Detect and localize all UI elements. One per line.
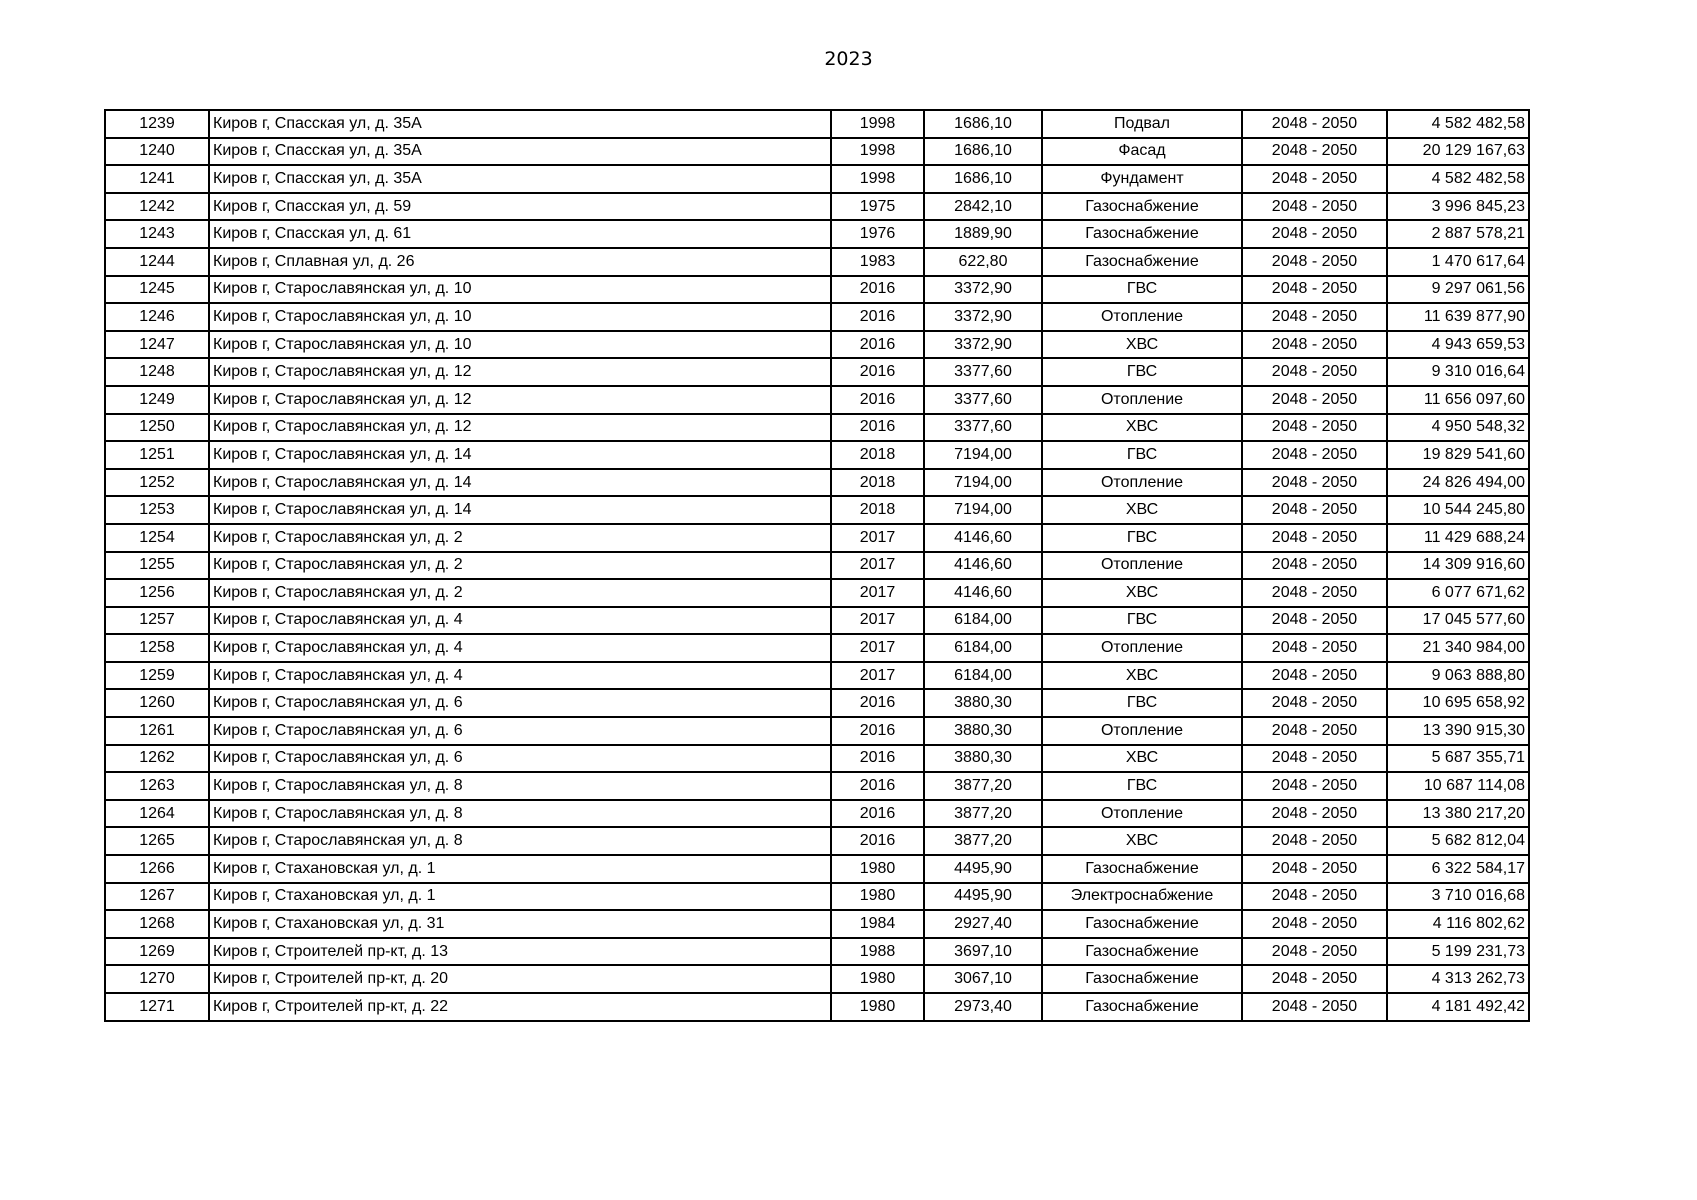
cost-cell: 10 544 245,80 <box>1387 496 1529 524</box>
build-year-cell: 2018 <box>831 496 924 524</box>
row-number-cell: 1244 <box>105 248 209 276</box>
period-cell: 2048 - 2050 <box>1242 662 1387 690</box>
work-type-cell: Отопление <box>1042 386 1242 414</box>
build-year-cell: 1980 <box>831 993 924 1021</box>
build-year-cell: 1975 <box>831 193 924 221</box>
row-number-cell: 1247 <box>105 331 209 359</box>
build-year-cell: 1976 <box>831 220 924 248</box>
cost-cell: 4 181 492,42 <box>1387 993 1529 1021</box>
cost-cell: 4 943 659,53 <box>1387 331 1529 359</box>
area-cell: 3697,10 <box>924 938 1042 966</box>
address-cell: Киров г, Старославянская ул, д. 4 <box>209 607 831 635</box>
address-cell: Киров г, Старославянская ул, д. 6 <box>209 745 831 773</box>
row-number-cell: 1265 <box>105 827 209 855</box>
cost-cell: 11 429 688,24 <box>1387 524 1529 552</box>
area-cell: 622,80 <box>924 248 1042 276</box>
period-cell: 2048 - 2050 <box>1242 772 1387 800</box>
build-year-cell: 2016 <box>831 800 924 828</box>
period-cell: 2048 - 2050 <box>1242 331 1387 359</box>
period-cell: 2048 - 2050 <box>1242 414 1387 442</box>
table-row <box>105 220 1529 248</box>
cost-cell: 3 996 845,23 <box>1387 193 1529 221</box>
address-cell: Киров г, Сплавная ул, д. 26 <box>209 248 831 276</box>
cost-cell: 4 313 262,73 <box>1387 965 1529 993</box>
area-cell: 4146,60 <box>924 524 1042 552</box>
cost-cell: 9 063 888,80 <box>1387 662 1529 690</box>
row-number-cell: 1260 <box>105 689 209 717</box>
work-type-cell: Газоснабжение <box>1042 993 1242 1021</box>
row-number-cell: 1270 <box>105 965 209 993</box>
area-cell: 1686,10 <box>924 110 1042 138</box>
build-year-cell: 1980 <box>831 855 924 883</box>
cost-cell: 5 199 231,73 <box>1387 938 1529 966</box>
cost-cell: 24 826 494,00 <box>1387 469 1529 497</box>
build-year-cell: 2016 <box>831 689 924 717</box>
table-row <box>105 110 1529 138</box>
period-cell: 2048 - 2050 <box>1242 965 1387 993</box>
area-cell: 3377,60 <box>924 414 1042 442</box>
period-cell: 2048 - 2050 <box>1242 358 1387 386</box>
row-number-cell: 1271 <box>105 993 209 1021</box>
registry-table-body <box>105 110 1529 1021</box>
cost-cell: 10 695 658,92 <box>1387 689 1529 717</box>
row-number-cell: 1266 <box>105 855 209 883</box>
address-cell: Киров г, Старославянская ул, д. 8 <box>209 772 831 800</box>
period-cell: 2048 - 2050 <box>1242 138 1387 166</box>
build-year-cell: 2017 <box>831 662 924 690</box>
area-cell: 2927,40 <box>924 910 1042 938</box>
table-row <box>105 248 1529 276</box>
build-year-cell: 2017 <box>831 579 924 607</box>
address-cell: Киров г, Строителей пр-кт, д. 20 <box>209 965 831 993</box>
build-year-cell: 2018 <box>831 469 924 497</box>
build-year-cell: 2016 <box>831 827 924 855</box>
build-year-cell: 2016 <box>831 745 924 773</box>
row-number-cell: 1261 <box>105 717 209 745</box>
work-type-cell: ГВС <box>1042 772 1242 800</box>
area-cell: 3877,20 <box>924 800 1042 828</box>
area-cell: 3877,20 <box>924 772 1042 800</box>
period-cell: 2048 - 2050 <box>1242 386 1387 414</box>
work-type-cell: ГВС <box>1042 689 1242 717</box>
cost-cell: 20 129 167,63 <box>1387 138 1529 166</box>
build-year-cell: 1980 <box>831 883 924 911</box>
table-row <box>105 607 1529 635</box>
row-number-cell: 1254 <box>105 524 209 552</box>
period-cell: 2048 - 2050 <box>1242 165 1387 193</box>
cost-cell: 9 310 016,64 <box>1387 358 1529 386</box>
row-number-cell: 1243 <box>105 220 209 248</box>
build-year-cell: 2017 <box>831 552 924 580</box>
address-cell: Киров г, Старославянская ул, д. 12 <box>209 386 831 414</box>
table-row <box>105 855 1529 883</box>
cost-cell: 13 390 915,30 <box>1387 717 1529 745</box>
row-number-cell: 1239 <box>105 110 209 138</box>
address-cell: Киров г, Стахановская ул, д. 31 <box>209 910 831 938</box>
work-type-cell: Отопление <box>1042 303 1242 331</box>
build-year-cell: 2018 <box>831 441 924 469</box>
table-row <box>105 331 1529 359</box>
table-row <box>105 579 1529 607</box>
table-row <box>105 910 1529 938</box>
table-row <box>105 883 1529 911</box>
address-cell: Киров г, Старославянская ул, д. 14 <box>209 469 831 497</box>
work-type-cell: Газоснабжение <box>1042 938 1242 966</box>
address-cell: Киров г, Старославянская ул, д. 8 <box>209 800 831 828</box>
registry-table <box>104 109 1530 1022</box>
work-type-cell: ХВС <box>1042 579 1242 607</box>
area-cell: 2842,10 <box>924 193 1042 221</box>
area-cell: 7194,00 <box>924 469 1042 497</box>
work-type-cell: Газоснабжение <box>1042 248 1242 276</box>
period-cell: 2048 - 2050 <box>1242 993 1387 1021</box>
cost-cell: 4 116 802,62 <box>1387 910 1529 938</box>
build-year-cell: 2016 <box>831 303 924 331</box>
address-cell: Киров г, Старославянская ул, д. 14 <box>209 496 831 524</box>
table-row <box>105 745 1529 773</box>
build-year-cell: 2016 <box>831 358 924 386</box>
area-cell: 4146,60 <box>924 552 1042 580</box>
cost-cell: 1 470 617,64 <box>1387 248 1529 276</box>
address-cell: Киров г, Старославянская ул, д. 4 <box>209 662 831 690</box>
table-row <box>105 662 1529 690</box>
row-number-cell: 1249 <box>105 386 209 414</box>
period-cell: 2048 - 2050 <box>1242 910 1387 938</box>
period-cell: 2048 - 2050 <box>1242 634 1387 662</box>
area-cell: 7194,00 <box>924 441 1042 469</box>
period-cell: 2048 - 2050 <box>1242 745 1387 773</box>
table-row <box>105 165 1529 193</box>
table-row <box>105 938 1529 966</box>
work-type-cell: Отопление <box>1042 800 1242 828</box>
table-row <box>105 414 1529 442</box>
cost-cell: 4 582 482,58 <box>1387 110 1529 138</box>
area-cell: 3377,60 <box>924 386 1042 414</box>
table-row <box>105 524 1529 552</box>
table-row <box>105 634 1529 662</box>
address-cell: Киров г, Спасская ул, д. 35А <box>209 165 831 193</box>
cost-cell: 19 829 541,60 <box>1387 441 1529 469</box>
area-cell: 1686,10 <box>924 138 1042 166</box>
address-cell: Киров г, Старославянская ул, д. 8 <box>209 827 831 855</box>
row-number-cell: 1269 <box>105 938 209 966</box>
table-row <box>105 193 1529 221</box>
table-row <box>105 386 1529 414</box>
table-row <box>105 358 1529 386</box>
table-row <box>105 303 1529 331</box>
build-year-cell: 2016 <box>831 331 924 359</box>
period-cell: 2048 - 2050 <box>1242 496 1387 524</box>
row-number-cell: 1246 <box>105 303 209 331</box>
build-year-cell: 1998 <box>831 165 924 193</box>
work-type-cell: ГВС <box>1042 524 1242 552</box>
address-cell: Киров г, Старославянская ул, д. 14 <box>209 441 831 469</box>
row-number-cell: 1262 <box>105 745 209 773</box>
cost-cell: 5 687 355,71 <box>1387 745 1529 773</box>
period-cell: 2048 - 2050 <box>1242 883 1387 911</box>
table-row <box>105 441 1529 469</box>
work-type-cell: Газоснабжение <box>1042 220 1242 248</box>
cost-cell: 10 687 114,08 <box>1387 772 1529 800</box>
cost-cell: 4 582 482,58 <box>1387 165 1529 193</box>
table-row <box>105 800 1529 828</box>
page-header-year: 2023 <box>824 48 873 70</box>
work-type-cell: ХВС <box>1042 662 1242 690</box>
period-cell: 2048 - 2050 <box>1242 193 1387 221</box>
area-cell: 7194,00 <box>924 496 1042 524</box>
period-cell: 2048 - 2050 <box>1242 110 1387 138</box>
cost-cell: 13 380 217,20 <box>1387 800 1529 828</box>
area-cell: 4495,90 <box>924 883 1042 911</box>
address-cell: Киров г, Стахановская ул, д. 1 <box>209 883 831 911</box>
address-cell: Киров г, Старославянская ул, д. 2 <box>209 579 831 607</box>
area-cell: 3880,30 <box>924 689 1042 717</box>
work-type-cell: Отопление <box>1042 552 1242 580</box>
cost-cell: 6 077 671,62 <box>1387 579 1529 607</box>
area-cell: 3377,60 <box>924 358 1042 386</box>
row-number-cell: 1258 <box>105 634 209 662</box>
address-cell: Киров г, Спасская ул, д. 59 <box>209 193 831 221</box>
work-type-cell: ХВС <box>1042 331 1242 359</box>
cost-cell: 6 322 584,17 <box>1387 855 1529 883</box>
address-cell: Киров г, Старославянская ул, д. 2 <box>209 524 831 552</box>
period-cell: 2048 - 2050 <box>1242 469 1387 497</box>
cost-cell: 3 710 016,68 <box>1387 883 1529 911</box>
work-type-cell: ГВС <box>1042 607 1242 635</box>
table-row <box>105 965 1529 993</box>
area-cell: 6184,00 <box>924 634 1042 662</box>
area-cell: 3880,30 <box>924 745 1042 773</box>
address-cell: Киров г, Старославянская ул, д. 10 <box>209 303 831 331</box>
period-cell: 2048 - 2050 <box>1242 276 1387 304</box>
address-cell: Киров г, Спасская ул, д. 35А <box>209 110 831 138</box>
work-type-cell: Фасад <box>1042 138 1242 166</box>
row-number-cell: 1259 <box>105 662 209 690</box>
period-cell: 2048 - 2050 <box>1242 220 1387 248</box>
build-year-cell: 1988 <box>831 938 924 966</box>
work-type-cell: Газоснабжение <box>1042 910 1242 938</box>
cost-cell: 11 639 877,90 <box>1387 303 1529 331</box>
build-year-cell: 2016 <box>831 276 924 304</box>
build-year-cell: 1983 <box>831 248 924 276</box>
row-number-cell: 1252 <box>105 469 209 497</box>
table-row <box>105 138 1529 166</box>
cost-cell: 14 309 916,60 <box>1387 552 1529 580</box>
period-cell: 2048 - 2050 <box>1242 441 1387 469</box>
work-type-cell: Отопление <box>1042 469 1242 497</box>
cost-cell: 4 950 548,32 <box>1387 414 1529 442</box>
area-cell: 3877,20 <box>924 827 1042 855</box>
area-cell: 4146,60 <box>924 579 1042 607</box>
row-number-cell: 1240 <box>105 138 209 166</box>
address-cell: Киров г, Старославянская ул, д. 12 <box>209 358 831 386</box>
row-number-cell: 1255 <box>105 552 209 580</box>
work-type-cell: ХВС <box>1042 745 1242 773</box>
work-type-cell: ХВС <box>1042 496 1242 524</box>
area-cell: 2973,40 <box>924 993 1042 1021</box>
address-cell: Киров г, Стахановская ул, д. 1 <box>209 855 831 883</box>
period-cell: 2048 - 2050 <box>1242 552 1387 580</box>
work-type-cell: Газоснабжение <box>1042 193 1242 221</box>
period-cell: 2048 - 2050 <box>1242 579 1387 607</box>
period-cell: 2048 - 2050 <box>1242 855 1387 883</box>
work-type-cell: Фундамент <box>1042 165 1242 193</box>
address-cell: Киров г, Спасская ул, д. 61 <box>209 220 831 248</box>
row-number-cell: 1253 <box>105 496 209 524</box>
table-row <box>105 276 1529 304</box>
area-cell: 6184,00 <box>924 607 1042 635</box>
area-cell: 3067,10 <box>924 965 1042 993</box>
table-row <box>105 469 1529 497</box>
period-cell: 2048 - 2050 <box>1242 827 1387 855</box>
area-cell: 4495,90 <box>924 855 1042 883</box>
area-cell: 6184,00 <box>924 662 1042 690</box>
build-year-cell: 2016 <box>831 772 924 800</box>
row-number-cell: 1263 <box>105 772 209 800</box>
build-year-cell: 2016 <box>831 386 924 414</box>
build-year-cell: 2017 <box>831 607 924 635</box>
cost-cell: 17 045 577,60 <box>1387 607 1529 635</box>
row-number-cell: 1264 <box>105 800 209 828</box>
area-cell: 3880,30 <box>924 717 1042 745</box>
row-number-cell: 1267 <box>105 883 209 911</box>
work-type-cell: ГВС <box>1042 441 1242 469</box>
address-cell: Киров г, Старославянская ул, д. 12 <box>209 414 831 442</box>
address-cell: Киров г, Старославянская ул, д. 6 <box>209 717 831 745</box>
work-type-cell: Электроснабжение <box>1042 883 1242 911</box>
cost-cell: 5 682 812,04 <box>1387 827 1529 855</box>
row-number-cell: 1241 <box>105 165 209 193</box>
build-year-cell: 2016 <box>831 717 924 745</box>
row-number-cell: 1242 <box>105 193 209 221</box>
row-number-cell: 1256 <box>105 579 209 607</box>
period-cell: 2048 - 2050 <box>1242 938 1387 966</box>
period-cell: 2048 - 2050 <box>1242 303 1387 331</box>
cost-cell: 21 340 984,00 <box>1387 634 1529 662</box>
table-row <box>105 827 1529 855</box>
address-cell: Киров г, Строителей пр-кт, д. 22 <box>209 993 831 1021</box>
period-cell: 2048 - 2050 <box>1242 607 1387 635</box>
build-year-cell: 1998 <box>831 138 924 166</box>
work-type-cell: Подвал <box>1042 110 1242 138</box>
work-type-cell: ХВС <box>1042 414 1242 442</box>
row-number-cell: 1250 <box>105 414 209 442</box>
period-cell: 2048 - 2050 <box>1242 800 1387 828</box>
table-row <box>105 717 1529 745</box>
address-cell: Киров г, Старославянская ул, д. 6 <box>209 689 831 717</box>
row-number-cell: 1257 <box>105 607 209 635</box>
table-row <box>105 496 1529 524</box>
address-cell: Киров г, Старославянская ул, д. 10 <box>209 331 831 359</box>
area-cell: 1889,90 <box>924 220 1042 248</box>
address-cell: Киров г, Старославянская ул, д. 2 <box>209 552 831 580</box>
row-number-cell: 1248 <box>105 358 209 386</box>
address-cell: Киров г, Старославянская ул, д. 4 <box>209 634 831 662</box>
work-type-cell: Газоснабжение <box>1042 965 1242 993</box>
period-cell: 2048 - 2050 <box>1242 717 1387 745</box>
build-year-cell: 1984 <box>831 910 924 938</box>
table-row <box>105 689 1529 717</box>
build-year-cell: 2016 <box>831 414 924 442</box>
table-row <box>105 552 1529 580</box>
table-row <box>105 772 1529 800</box>
row-number-cell: 1251 <box>105 441 209 469</box>
work-type-cell: Отопление <box>1042 717 1242 745</box>
build-year-cell: 2017 <box>831 634 924 662</box>
work-type-cell: ХВС <box>1042 827 1242 855</box>
area-cell: 3372,90 <box>924 303 1042 331</box>
area-cell: 3372,90 <box>924 276 1042 304</box>
work-type-cell: Отопление <box>1042 634 1242 662</box>
build-year-cell: 2017 <box>831 524 924 552</box>
address-cell: Киров г, Спасская ул, д. 35А <box>209 138 831 166</box>
address-cell: Киров г, Строителей пр-кт, д. 13 <box>209 938 831 966</box>
area-cell: 3372,90 <box>924 331 1042 359</box>
area-cell: 1686,10 <box>924 165 1042 193</box>
build-year-cell: 1998 <box>831 110 924 138</box>
work-type-cell: ГВС <box>1042 358 1242 386</box>
address-cell: Киров г, Старославянская ул, д. 10 <box>209 276 831 304</box>
period-cell: 2048 - 2050 <box>1242 524 1387 552</box>
cost-cell: 9 297 061,56 <box>1387 276 1529 304</box>
period-cell: 2048 - 2050 <box>1242 248 1387 276</box>
row-number-cell: 1245 <box>105 276 209 304</box>
build-year-cell: 1980 <box>831 965 924 993</box>
row-number-cell: 1268 <box>105 910 209 938</box>
table-row <box>105 993 1529 1021</box>
cost-cell: 11 656 097,60 <box>1387 386 1529 414</box>
cost-cell: 2 887 578,21 <box>1387 220 1529 248</box>
work-type-cell: ГВС <box>1042 276 1242 304</box>
work-type-cell: Газоснабжение <box>1042 855 1242 883</box>
period-cell: 2048 - 2050 <box>1242 689 1387 717</box>
